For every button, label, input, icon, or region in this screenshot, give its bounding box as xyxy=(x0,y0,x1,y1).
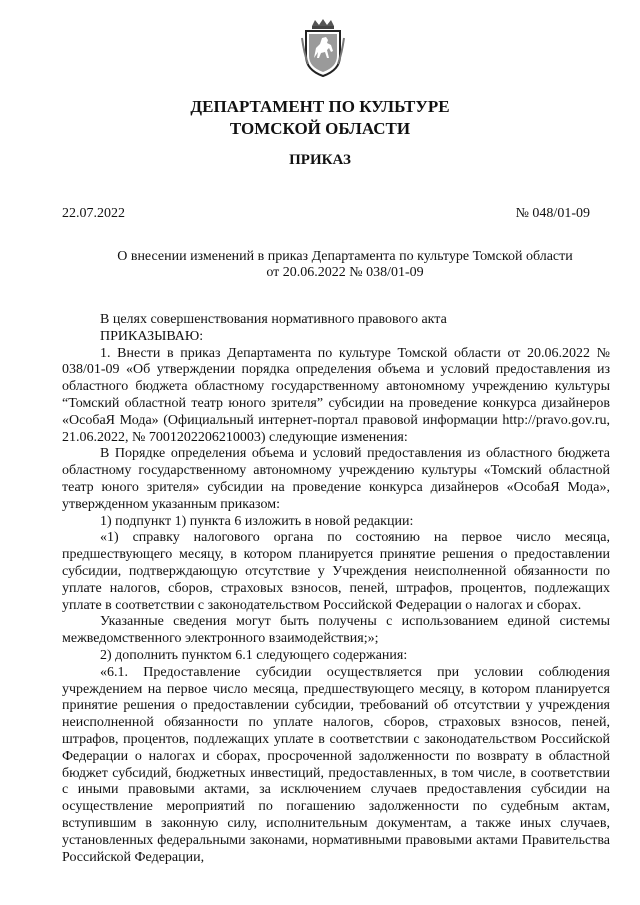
organization-name-line1: ДЕПАРТАМЕНТ ПО КУЛЬТУРЕ xyxy=(190,97,450,116)
paragraph-quote-1: «1) справку налогового органа по состоянию на первое число месяца, предшествующего месяцу, в котором планируется принятие решения о предоставлении субсидии, подтверждающую отсутствие у Учреждения неисполненной обязанности по уплате налогов, сборов, страховых взносов, пеней, штрафов, процентов, подлежащих уплате в соответствии с законодательством Российской Федерации о налогах и сборах. xyxy=(62,530,610,613)
document-type: ПРИКАЗ xyxy=(289,152,351,168)
paragraph-procedure: В Порядке определения объема и условий предоставления из областного бюджета областному государственному автономному учреждению культуры «Томский областной театр юного зрителя» субсидии на проведение конкурса дизайнеров «ОсобаЯ Мода», утвержденном указанным приказом: xyxy=(62,446,610,512)
organization-name-line2: ТОМСКОЙ ОБЛАСТИ xyxy=(229,119,411,138)
subject-line2: от 20.06.2022 № 038/01-09 xyxy=(266,265,424,280)
document-number: № 048/01-09 xyxy=(515,206,590,221)
paragraph-quote-6-1: «6.1. Предоставление субсидии осуществляется при условии соблюдения учреждением на первое число месяца, предшествующего месяцу, в котором планируется принятие решения о предоставлении субсидии, требований об отсутствии у учреждения неисполненной обязанности по уплате налогов, сборов, страховых взносов, пеней, штрафов, процентов, подлежащих уплате в соответствии с законодательством Российской Федерации о налогах и сборах, просроченной задолженности по возврату в областной бюджет субсидий, бюджетных инвестиций, предоставленных, в том числе, в соответствии с иными правовыми актами, за исключением случаев предоставления субсидии на осуществление мероприятий по погашению задолженности по судебным актам, вступившим в законную силу, исполнительным документам, а также иных случаев, установленных федеральными законами, нормативными правовыми актами Правительства Российской Федерации, xyxy=(62,664,610,865)
subject-line1: О внесении изменений в приказ Департамента по культуре Томской области xyxy=(117,249,573,264)
paragraph-info-note: Указанные сведения могут быть получены с использованием единой системы межведомственного электронного взаимодействия;»; xyxy=(62,614,610,647)
paragraph-subitem-1: 1) подпункт 1) пункта 6 изложить в новой редакции: xyxy=(100,513,414,529)
paragraph-preamble: В целях совершенствования нормативного правового акта xyxy=(100,312,447,327)
paragraph-item-1: 1. Внести в приказ Департамента по культуре Томской области от 20.06.2022 № 038/01-09 «Об утверждении порядка определения объема и условий предоставления из областного бюджета областному государственному автономному учреждению культуры “Томский областной театр юного зрителя” субсидии на проведение конкурса дизайнеров «ОсобаЯ Мода» (Официальный интернет-портал правовой информации http://pravo.gov.ru, 21.06.2022, № 7001202206210003) следующие изменения: xyxy=(62,345,610,445)
document-body xyxy=(62,312,610,866)
tomsk-region-coat-of-arms-icon xyxy=(300,18,346,78)
document-date: 22.07.2022 xyxy=(62,206,125,221)
paragraph-order-word: ПРИКАЗЫВАЮ: xyxy=(100,328,204,344)
paragraph-subitem-2: 2) дополнить пунктом 6.1 следующего содержания: xyxy=(100,647,408,663)
